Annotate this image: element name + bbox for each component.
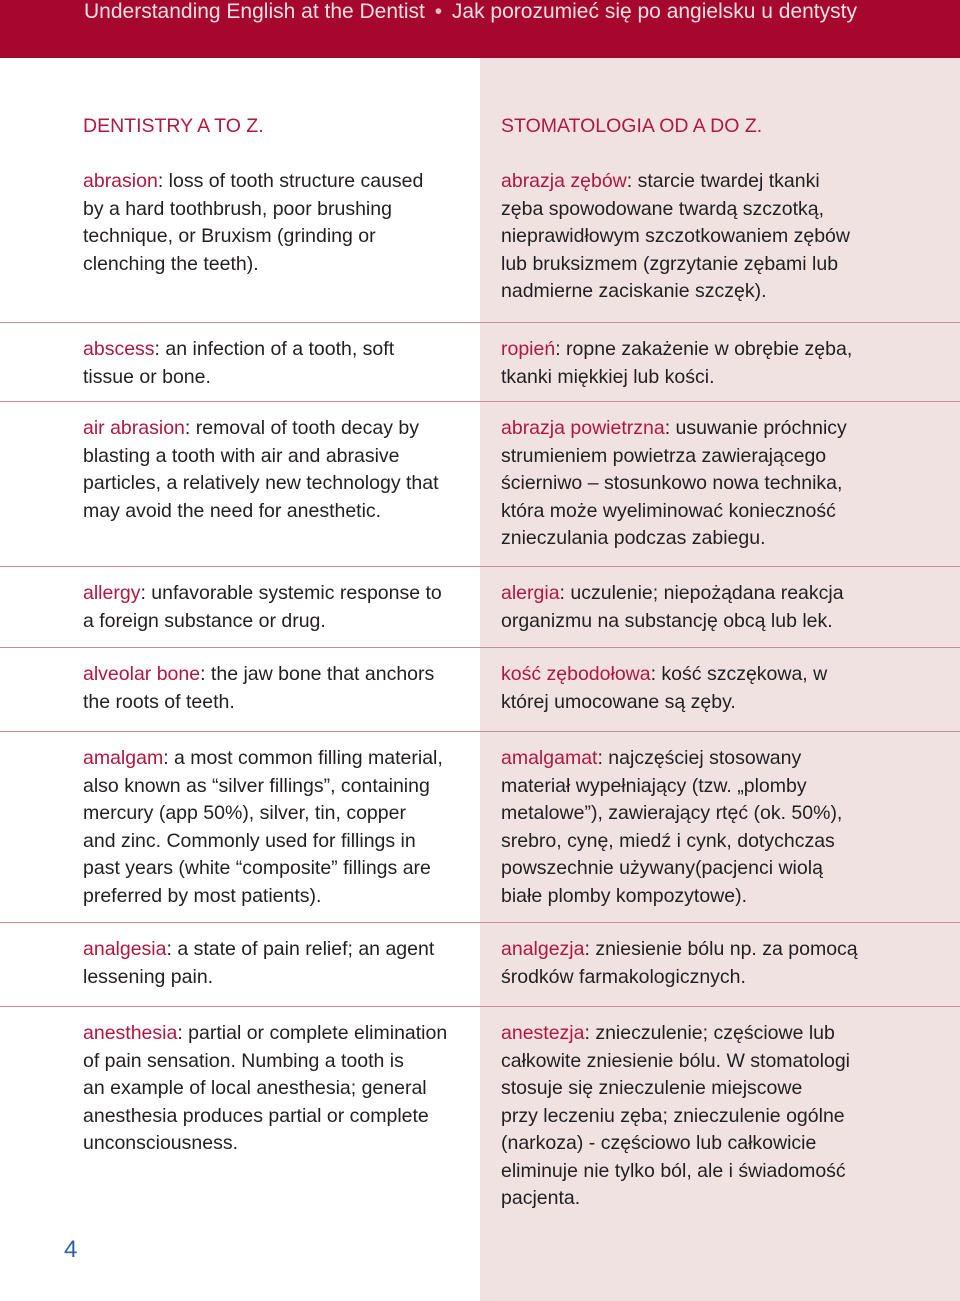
entry-line [83,661,473,689]
entry-text: która może wyeliminować konieczność [501,499,836,522]
section-title-pl: STOMATOLOGIA OD A DO Z. [501,115,763,137]
glossary-row [0,647,960,732]
entry-line [501,168,951,196]
entry-text: particles, a relatively new technology that [83,472,439,494]
entry-text: : a most common filling material, [163,747,443,769]
glossary-entry-en [83,1020,473,1158]
entry-line [501,661,951,689]
glossary-row [0,566,960,648]
entry-text: and zinc. Commonly used for fillings in [83,829,416,852]
entry-term-pl: abrazja powietrzna [501,417,665,439]
entry-line [501,608,951,636]
entry-term-pl: analgezja [501,938,585,960]
entry-text: also known as “silver fillings”, containing [83,774,430,797]
glossary-entry-pl [501,580,951,635]
glossary-entry-pl [501,745,951,910]
entry-text: materiał wypełniający (tzw. „plomby [501,774,807,797]
entry-text: nieprawidłowym szczotkowaniem zębów [501,225,850,247]
entry-line [83,608,473,636]
entry-term-en: air abrasion [83,417,185,439]
entry-text: : partial or complete elimination [177,1022,448,1044]
entry-line [501,828,951,856]
entry-line [83,1130,473,1158]
entry-line [501,470,951,498]
entry-text: ścierniwo – stosunkowo nowa technika, [501,472,843,494]
entry-line [501,1103,951,1131]
entry-text: której umocowane są zęby. [501,690,736,713]
entry-text: : zniesienie bólu np. za pomocą [584,938,858,960]
entry-text: : najczęściej stosowany [597,747,802,769]
header-title-en: Understanding English at the Dentist [84,0,425,23]
glossary-entry-pl [501,936,951,991]
entry-text: środków farmakologicznych. [501,965,746,988]
entry-line [501,1075,951,1103]
glossary-row [0,1006,960,1241]
header-title-pl: Jak porozumieć się po angielsku u dentysty [451,0,857,23]
entry-text: stosuje się znieczulenie miejscowe [501,1077,803,1099]
entry-line [501,883,951,911]
entry-text: : loss of tooth structure caused [157,170,424,192]
header-title-line [84,0,857,24]
entry-text: lub bruksizmem (zgrzytanie zębami lub [501,252,839,275]
entry-term-en: alveolar bone [83,663,201,685]
entry-text: przy leczeniu zęba; znieczulenie ogólne [501,1104,845,1127]
entry-line [501,415,951,443]
entry-line [83,498,473,526]
entry-line [83,443,473,471]
entry-line [83,936,473,964]
entry-line [501,689,951,717]
entry-line [83,800,473,828]
entry-text: eliminuje nie tylko ból, ale i świadomość [501,1159,846,1182]
entry-line [501,1130,951,1158]
entry-line [501,1020,951,1048]
entry-line [501,525,951,553]
entry-line [83,745,473,773]
glossary-row [0,401,960,567]
entry-text: a foreign substance or drug. [83,609,326,632]
section-title-row [0,113,960,163]
entry-term-pl: alergia [501,582,560,604]
entry-line [501,223,951,251]
entry-line [83,336,473,364]
entry-text: : removal of tooth decay by [184,417,420,439]
glossary-entry-en [83,661,473,716]
entry-line [83,1048,473,1076]
entry-line [501,936,951,964]
entry-line [501,196,951,224]
entry-text: : starcie twardej tkanki [626,170,820,192]
glossary-row [0,731,960,923]
entry-text: : uczulenie; niepożądana reakcja [559,582,844,604]
entry-term-pl: anestezja [501,1022,585,1044]
entry-line [83,223,473,251]
entry-text: past years (white “composite” fillings are [83,857,431,879]
entry-line [83,415,473,443]
entry-text: may avoid the need for anesthetic. [83,499,382,522]
entry-text: powszechnie używany(pacjenci wiolą [501,857,823,879]
entry-term-en: abrasion [83,170,158,192]
entry-line [501,1048,951,1076]
glossary-row [0,922,960,1007]
entry-line [83,580,473,608]
entry-line [83,470,473,498]
entry-line [501,855,951,883]
entry-text: : the jaw bone that anchors [200,663,435,685]
entry-text: nadmierne zaciskanie szczęk). [501,280,767,302]
entry-term-en: analgesia [83,938,167,960]
entry-line [83,855,473,883]
entry-text: : an infection of a tooth, soft [154,338,395,360]
entry-text: tissue or bone. [83,365,211,388]
entry-text: (narkoza) - częściowo lub całkowicie [501,1132,817,1154]
page-header [0,0,960,58]
entry-line [501,964,951,992]
entry-term-en: allergy [83,582,141,604]
glossary-entry-en [83,580,473,635]
entry-text: of pain sensation. Numbing a tooth is [83,1049,404,1072]
entry-term-pl: abrazja zębów [501,170,627,192]
entry-line [501,1158,951,1186]
entry-text: : usuwanie próchnicy [664,417,847,439]
glossary-entry-pl [501,1020,951,1213]
entry-line [501,580,951,608]
entry-line [83,828,473,856]
entry-text: metalowe”), zawierający rtęć (ok. 50%), [501,802,843,824]
entry-line [83,364,473,392]
entry-line [83,251,473,279]
entry-line [501,278,951,306]
entry-text: unconsciousness. [83,1132,239,1154]
entry-line [83,1020,473,1048]
entry-line [83,773,473,801]
glossary-entry-pl [501,168,951,306]
entry-line [501,443,951,471]
entry-text: pacjenta. [501,1187,581,1209]
entry-text: : znieczulenie; częściowe lub [584,1022,835,1044]
entry-text: clenching the teeth). [83,252,259,275]
glossary-row [0,322,960,402]
entry-line [83,964,473,992]
entry-text: białe plomby kompozytowe). [501,884,748,907]
entry-text: tkanki miękkiej lub kości. [501,365,715,388]
glossary-row [0,168,960,322]
entry-term-en: amalgam [83,747,164,769]
entry-term-pl: ropień [501,338,556,360]
entry-line [83,168,473,196]
section-title-en: DENTISTRY A TO Z. [83,115,264,137]
entry-line [501,498,951,526]
entry-text: srebro, cynę, miedź i cynk, dotychczas [501,829,835,852]
entry-text: an example of local anesthesia; general [83,1077,427,1099]
entry-text: : unfavorable systemic response to [140,582,442,604]
glossary-entry-pl [501,661,951,716]
entry-text: znieczulania podczas zabiegu. [501,527,766,549]
entry-text: technique, or Bruxism (grinding or [83,225,376,247]
entry-text: anesthesia produces partial or complete [83,1104,429,1127]
entry-term-pl: kość zębodołowa [501,663,651,685]
entry-text: : ropne zakażenie w obrębie zęba, [555,338,853,360]
entry-text: blasting a tooth with air and abrasive [83,444,400,467]
glossary-entry-en [83,336,473,391]
entry-line [83,883,473,911]
entry-text: : kość szczękowa, w [650,663,828,685]
entry-text: strumieniem powietrza zawierającego [501,444,827,467]
entry-line [83,689,473,717]
entry-term-en: abscess [83,338,155,360]
entry-text: mercury (app 50%), silver, tin, copper [83,802,406,824]
entry-line [501,364,951,392]
glossary-entry-pl [501,336,951,391]
glossary-entry-en [83,168,473,278]
entry-line [83,1075,473,1103]
entry-text: the roots of teeth. [83,690,235,713]
entry-text: preferred by most patients). [83,884,322,907]
entry-line [501,251,951,279]
entry-text: lessening pain. [83,965,214,988]
entry-text: by a hard toothbrush, poor brushing [83,197,392,220]
glossary-entry-en [83,415,473,525]
entry-text: : a state of pain relief; an agent [166,938,435,960]
page-number: 4 [64,1236,78,1263]
entry-text: zęba spowodowane twardą szczotką, [501,197,825,220]
entry-line [501,773,951,801]
entry-text: całkowite zniesienie bólu. W stomatologi [501,1049,851,1072]
glossary-entry-pl [501,415,951,553]
entry-line [501,336,951,364]
entry-line [501,800,951,828]
entry-text: organizmu na substancję obcą lub lek. [501,609,833,632]
glossary-entry-en [83,745,473,910]
entry-line [501,745,951,773]
entry-line [83,1103,473,1131]
entry-term-en: anesthesia [83,1022,178,1044]
glossary-entry-en [83,936,473,991]
entry-line [501,1185,951,1213]
entry-term-pl: amalgamat [501,747,598,769]
header-separator-dot: • [434,0,443,23]
entry-line [83,196,473,224]
